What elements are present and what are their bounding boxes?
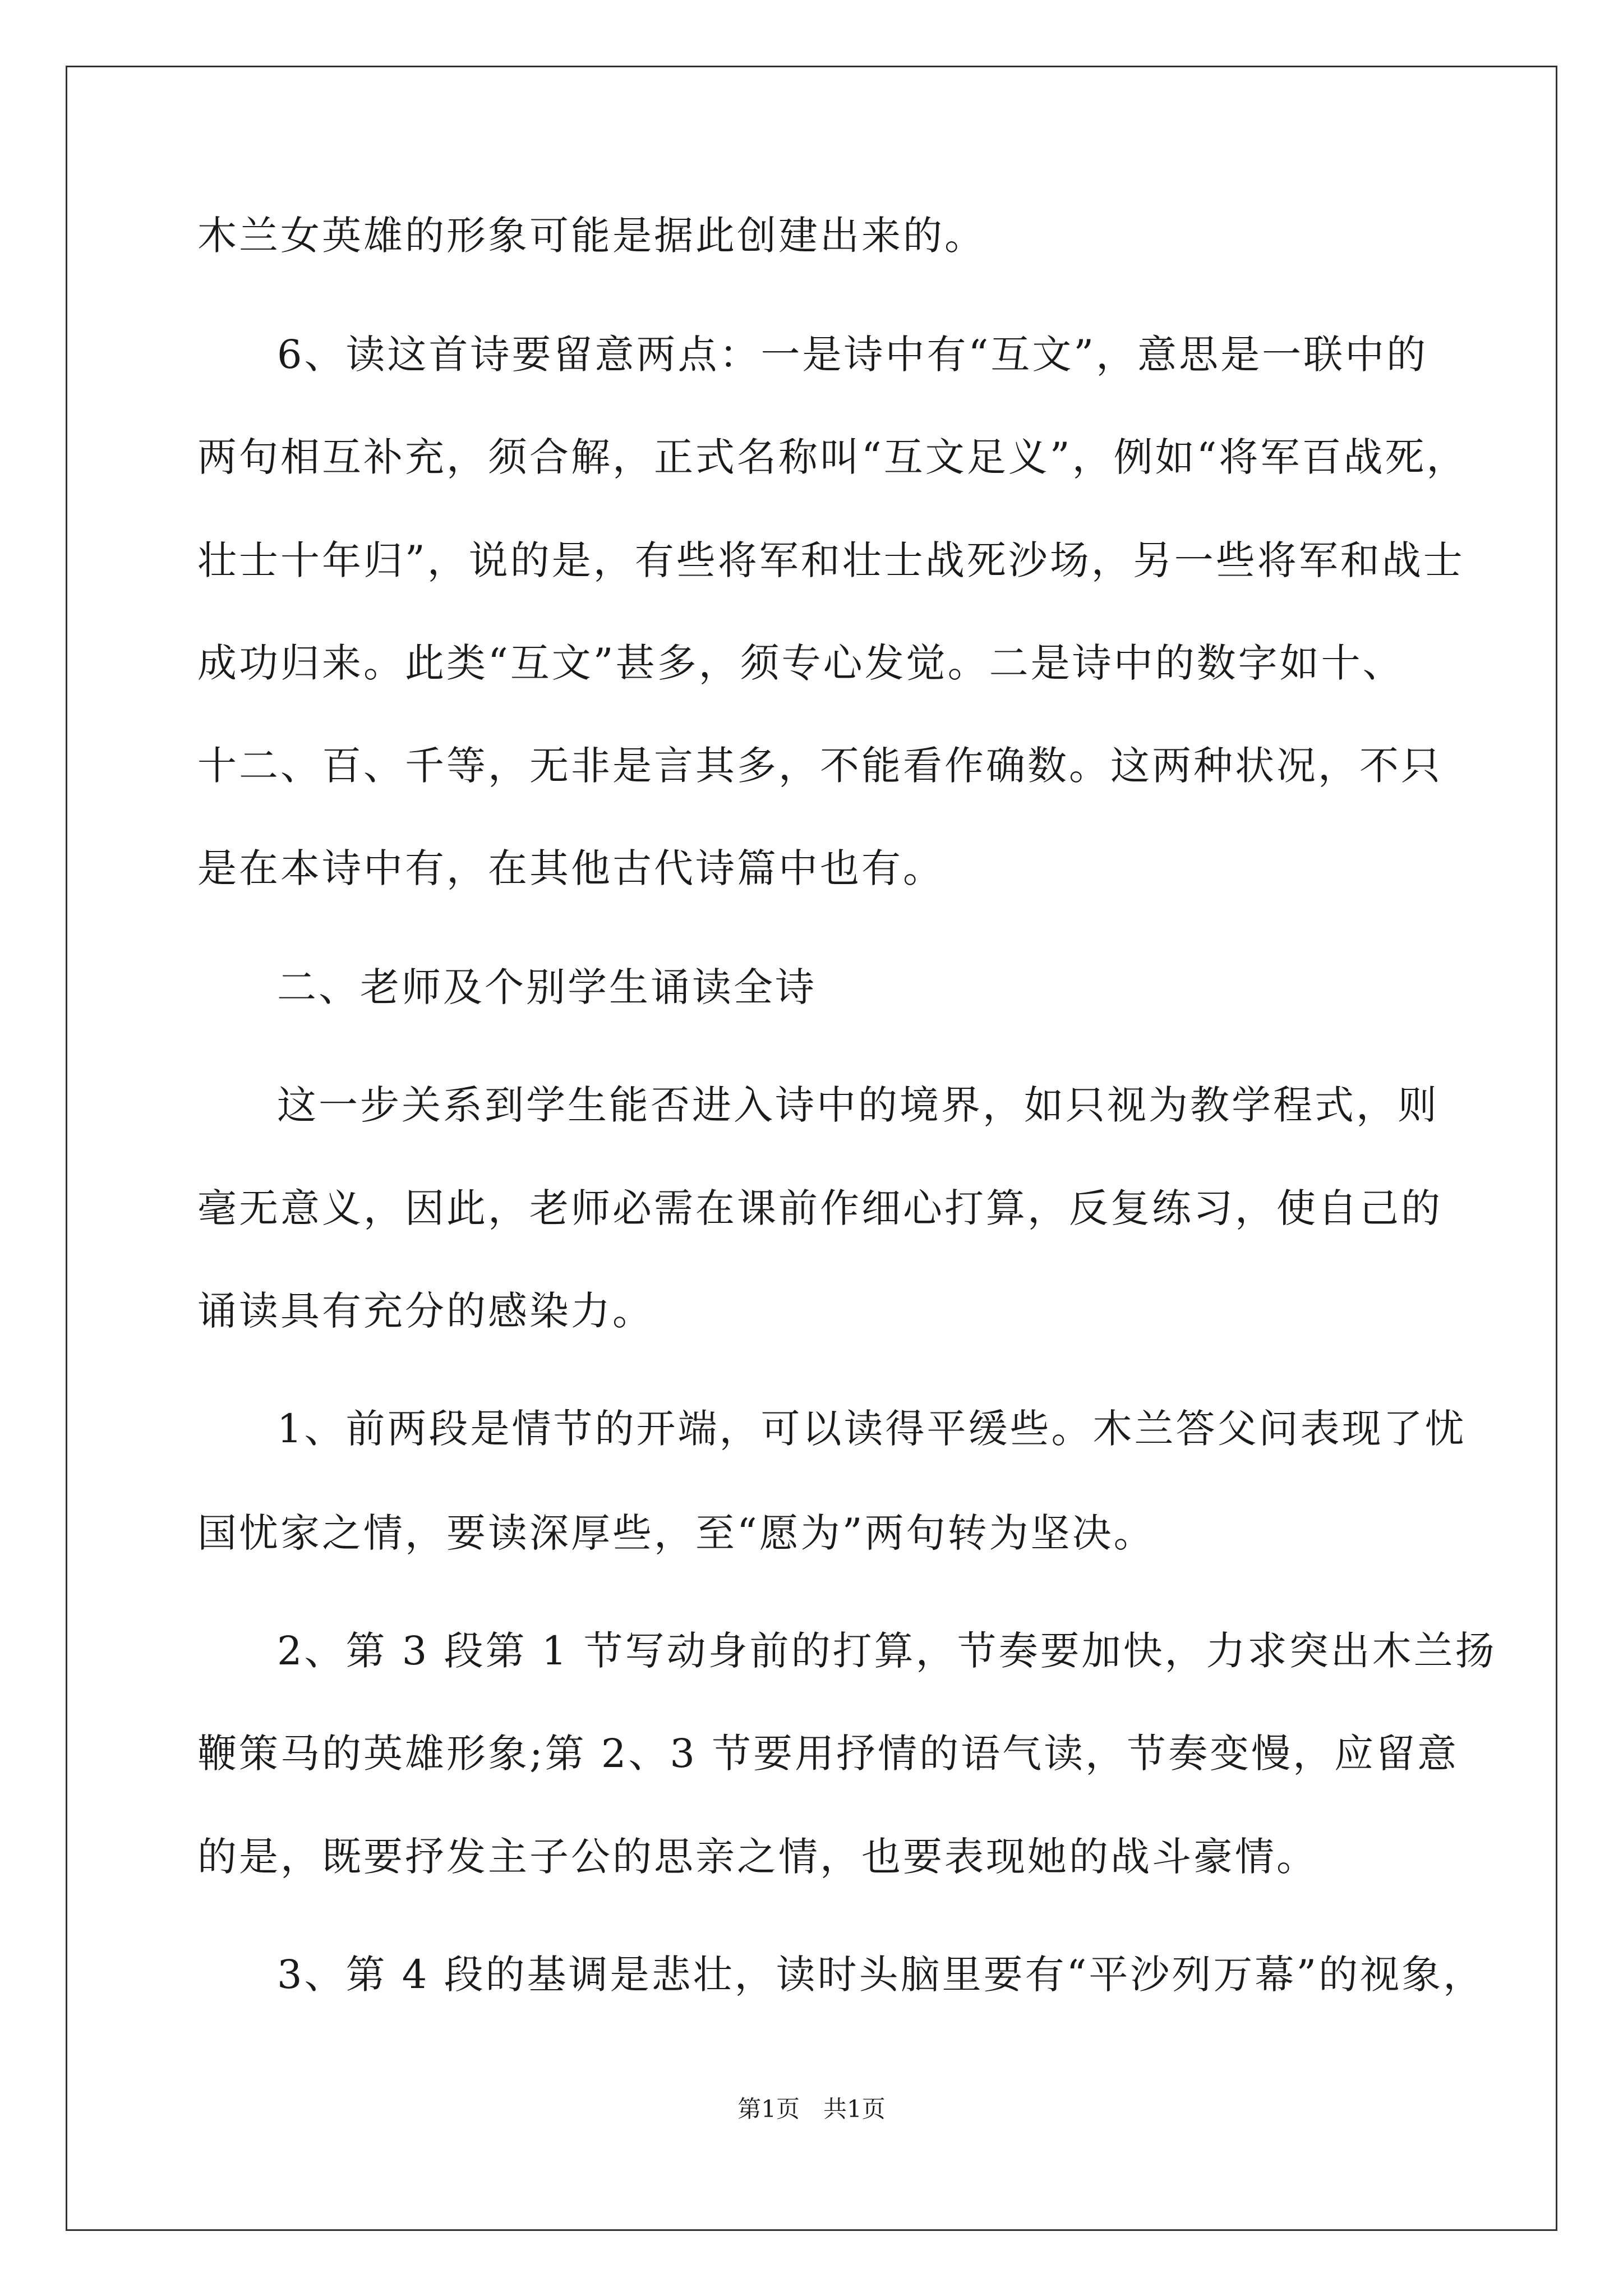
text-line: 1、前两段是情节的开端，可以读得平缓些。木兰答父问表现了忧 bbox=[277, 1406, 1467, 1452]
text-line: 6、读这首诗要留意两点：一是诗中有“互文”，意思是一联中的 bbox=[277, 332, 1428, 378]
text-line: 国忧家之情，要读深厚些，至“愿为”两句转为坚决。 bbox=[197, 1510, 1155, 1556]
text-line: 两句相互补充，须合解，正式名称叫“互文足义”，例如“将军百战死， bbox=[197, 434, 1468, 480]
page-footer: 第1页 共1页 bbox=[737, 2095, 886, 2123]
text-line: 是在本诗中有，在其他古代诗篇中也有。 bbox=[197, 845, 944, 891]
text-line: 2、第 3 段第 1 节写动身前的打算，节奏要加快，力求突出木兰扬 bbox=[277, 1628, 1497, 1674]
text-line: 十二、百、千等，无非是言其多，不能看作确数。这两种状况，不只 bbox=[197, 743, 1442, 789]
page-border bbox=[66, 66, 1557, 2231]
text-line: 的是，既要抒发主子公的思亲之情，也要表现她的战斗豪情。 bbox=[197, 1834, 1318, 1880]
text-line: 3、第 4 段的基调是悲壮，读时头脑里要有“平沙列万幕”的视象， bbox=[277, 1952, 1485, 1998]
text-line: 这一步关系到学生能否进入诗中的境界，如只视为教学程式，则 bbox=[277, 1082, 1439, 1128]
text-line: 壮士十年归”，说的是，有些将军和壮士战死沙场，另一些将军和战士 bbox=[197, 537, 1465, 583]
text-line: 木兰女英雄的形象可能是据此创建出来的。 bbox=[197, 213, 986, 259]
text-line: 诵读具有充分的感染力。 bbox=[197, 1288, 654, 1334]
text-line: 毫无意义，因此，老师必需在课前作细心打算，反复练习，使自己的 bbox=[197, 1185, 1442, 1231]
text-line: 鞭策马的英雄形象;第 2、3 节要用抒情的语气读，节奏变慢，应留意 bbox=[197, 1731, 1459, 1777]
text-line: 成功归来。此类“互文”甚多，须专心发觉。二是诗中的数字如十、 bbox=[197, 640, 1404, 686]
section-heading: 二、老师及个别学生诵读全诗 bbox=[277, 964, 817, 1010]
